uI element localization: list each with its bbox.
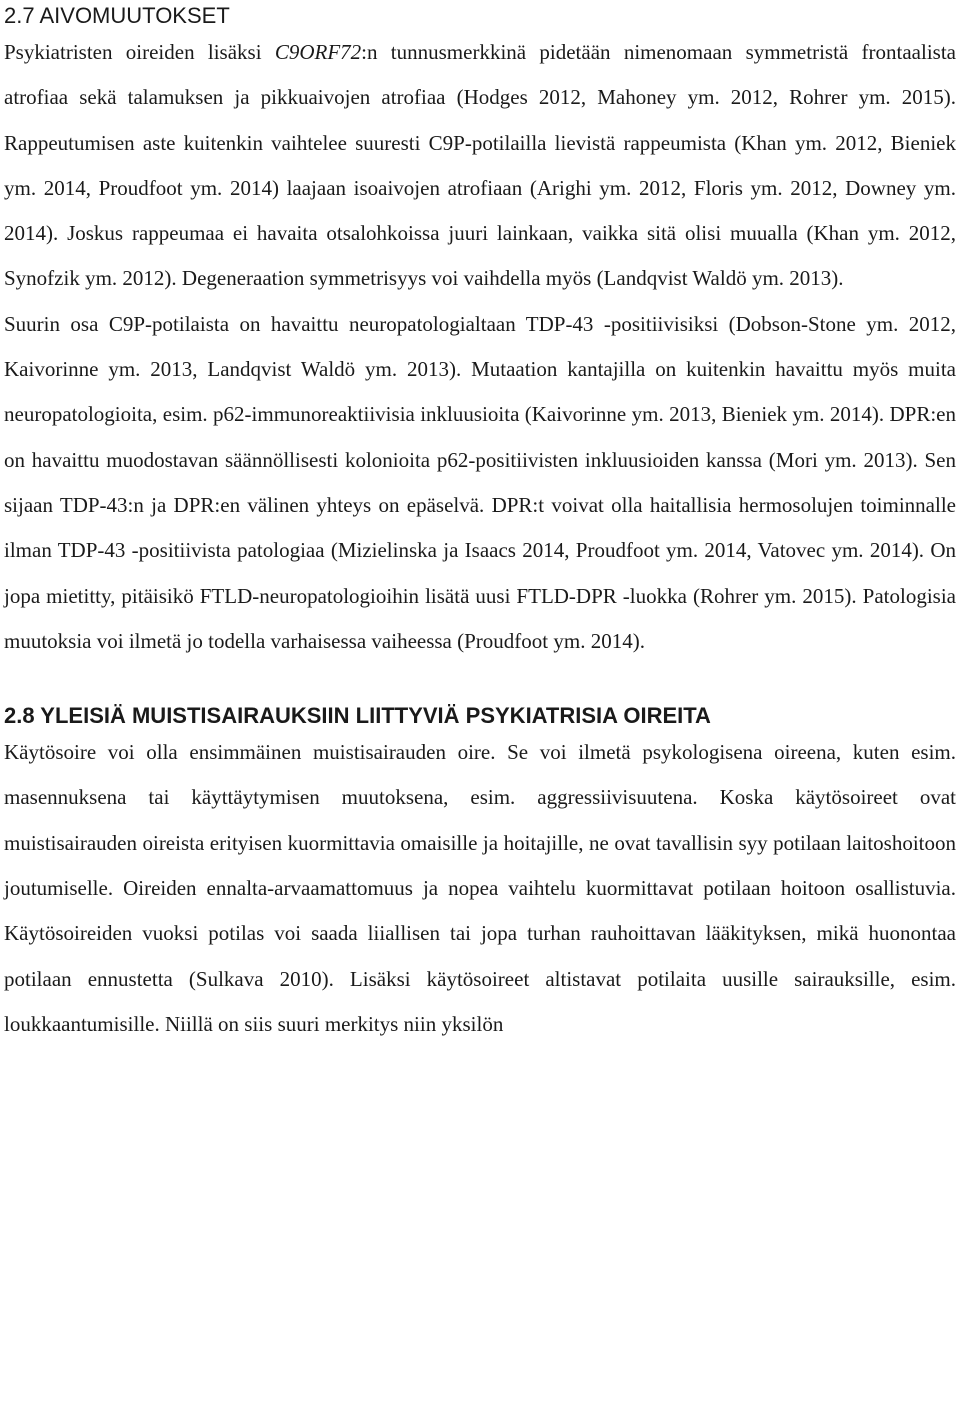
section-heading-2-8: 2.8 YLEISIÄ MUISTISAIRAUKSIIN LIITTYVIÄ PSYKIATRISIA OIREITA bbox=[4, 703, 711, 729]
paragraph-behavioral-symptoms: Käytösoire voi olla ensimmäinen muistisairauden oire. Se voi ilmetä psykologisena oireena, kuten esim. masennuksena tai käyttäytymisen muutoksena, esim. aggressiivisuutena. Koska käytösoireet ovat muistisairauden oireista erityisen kuormittavia omaisille ja hoitajille, ne ovat tavallisin syy potilaan laitoshoitoon joutumiselle. Oireiden ennalta-arvaamattomuus ja nopea vaihtelu kuormittavat potilaan hoitoon osallistuvia. Käytösoireiden vuoksi potilas voi saada liiallisen tai jopa turhan rauhoittavan lääkityksen, mikä huonontaa potilaan ennustetta (Sulkava 2010). Lisäksi käytösoireet altistavat potilaita uusille sairauksille, esim. loukkaantumisille. Niillä on siis suuri merkitys niin yksilön bbox=[4, 740, 956, 1036]
paragraph-text-start: Psykiatristen oireiden lisäksi bbox=[4, 40, 275, 64]
gene-name: C9ORF72 bbox=[274, 40, 362, 64]
section-heading-2-7: 2.7 AIVOMUUTOKSET bbox=[4, 3, 230, 28]
paragraph-neuropathology: Suurin osa C9P-potilaista on havaittu neuropatologialtaan TDP-43 -positiivisiksi (Dobson-Stone ym. 2012, Kaivorinne ym. 2013, Landqvist Waldö ym. 2013). Mutaation kantajilla on kuitenkin havaittu myös muita neuropatologioita, esim. p62-immunoreaktiivisia inkluusioita (Kaivorinne ym. 2013, Bieniek ym. 2014). DPR:en on havaittu muodostavan säännöllisesti kolonioita p62-positiivisten inkluusioiden kanssa (Mori ym. 2013). Sen sijaan TDP-43:n ja DPR:en välinen yhteys on epäselvä. DPR:t voivat olla haitallisia hermosolujen toiminnalle ilman TDP-43 -positiivista patologiaa (Mizielinska ja Isaacs 2014, Proudfoot ym. 2014, Vatovec ym. 2014). On jopa mietitty, pitäisikö FTLD-neuropatologioihin lisätä uusi FTLD-DPR -luokka (Rohrer ym. 2015). Patologisia muutoksia voi ilmetä jo todella varhaisessa vaiheessa (Proudfoot ym. 2014). bbox=[4, 311, 956, 653]
paragraph-brain-changes bbox=[4, 30, 956, 302]
paragraph-text-rest: :n tunnusmerkkinä pidetään nimenomaan symmetristä frontaalista atrofiaa sekä talamuksen ja pikkuaivojen atrofiaa (Hodges 2012, Mahoney ym. 2012, Rohrer ym. 2015). Rappeutumisen aste kuitenkin vaihtelee suuresti C9P-potilailla lievistä rappeumista (Khan ym. 2012, Bieniek ym. 2014, Proudfoot ym. 2014) laajaan isoaivojen atrofiaan (Arighi ym. 2012, Floris ym. 2012, Downey ym. 2014). Joskus rappeumaa ei havaita otsalohkoissa juuri lainkaan, vaikka sitä olisi muualla (Khan ym. 2012, Synofzik ym. 2012). Degeneraation symmetrisyys voi vaihdella myös (Landqvist Waldö ym. 2013). bbox=[4, 40, 956, 291]
